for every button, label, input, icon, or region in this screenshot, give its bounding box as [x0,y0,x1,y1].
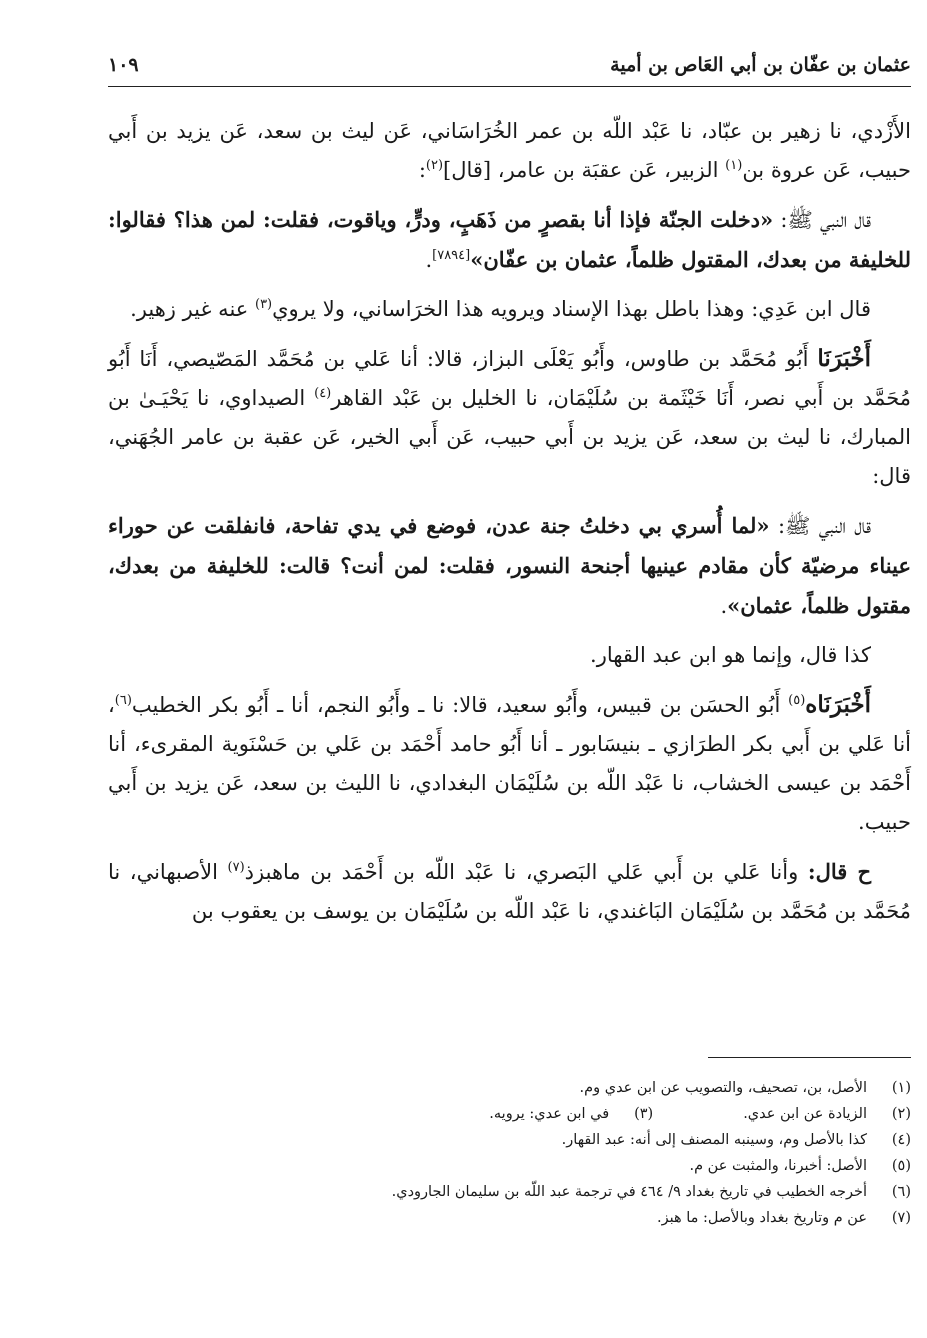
footnote-text: الأصل، بن، تصحيف، والتصويب عن ابن عدي وم. [579,1080,867,1096]
hadith-intro: قال النبي ﷺ: [769,514,872,538]
text: . [425,248,433,272]
footnote-text: في ابن عدي: يرويه. [489,1106,610,1122]
footnote-number: (١) [891,1080,911,1096]
footnote-number: (٤) [891,1132,911,1148]
paragraph-6 [108,636,911,675]
paragraph-1 [108,112,911,190]
lead-word: أَخْبَرَنَا [817,345,871,372]
text: عنه غير زهير. [130,297,255,321]
lead-word: أَخْبَرَنَاه [805,691,871,718]
hadith-intro: قال النبي ﷺ: [773,208,872,232]
footnote-text: الزيادة عن ابن عدي. [743,1106,867,1122]
main-text [108,112,911,941]
text: : [418,158,426,182]
footnote-ref-7[interactable]: (٧) [227,860,245,875]
paragraph-isnad-1 [108,339,911,496]
text: الأَزْدي، نا زهير بن عبّاد، نا عَبْد اللّه بن عمر الخُرَاسَاني، عَن ليث بن سعد، عَن يزيد بن أَبي حبيب، عَن عروة بن [108,119,911,182]
paragraph-3 [108,290,911,329]
footnote-text: عن م وتاريخ بغداد وبالأصل: ما هبز. [656,1210,867,1226]
footnote-number: (٦) [891,1184,911,1200]
footnote-number: (٢) [891,1106,911,1122]
footnote-1 [108,1075,911,1101]
text: وأنا عَلي بن أَبي عَلي البَصري، نا عَبْد اللّه بن أَحْمَد بن ماهبزذ [244,860,808,884]
footnote-ref-1[interactable]: (١) [725,158,743,173]
text: كذا قال، وإنما هو ابن عبد القهار. [590,643,871,667]
running-header [108,46,911,87]
footnote-text: الأصل: أخبرنا، والمثبت عن م. [689,1158,867,1174]
footnote-5 [108,1153,911,1179]
footnote-6 [108,1179,911,1205]
footnote-number: (٧) [891,1210,911,1226]
footnote-4 [108,1127,911,1153]
footnote-ref-5[interactable]: (٥) [788,693,806,708]
paragraph-isnad-3 [108,852,911,931]
footnotes [108,1075,911,1231]
lead-word: ح قال: [807,859,871,884]
text: . [720,594,728,618]
text: الصيداوي، نا يَحْيَـىٰ بن المبارك، نا ليث بن سعد، عَن يزيد بن أَبي حبيب، عَن أَبي الخير، عَن عقبة بن عامر الجُهَني، قال: [108,386,911,488]
header-title: عثمان بن عفّان بن أبي العَاص بن أمية [610,54,911,76]
footnote-separator [708,1057,911,1058]
footnote-ref-3[interactable]: (٣) [254,297,273,312]
footnote-number: (٥) [891,1158,911,1174]
text: ، أنا عَلي بن أَبي بكر الطرَازي ـ بنيسَابور ـ أنا أَبُو حامد أَحْمَد بن عَلي بن حَسْنَوية المقرىء، أنا أَحْمَد بن عيسى الخشاب، نا عَبْد اللّه بن سُلَيْمَان البغدادي، نا الليث بن سعد، عَن يزيد بن أَبي حبيب. [108,693,911,834]
footnote-2 [108,1101,911,1127]
text: الزبير، عَن عقبَة بن عامر، [قال] [443,158,726,182]
hadith-quote: «لما أُسري بي دخلتُ جنة عدن، فوضع في يدي تفاحة، فانفلقت عن حوراء عيناء مرضيّة كأن مقادم عينيها أجنحة النسور، فقلت: لمن أنت؟ قالت: للخليفة من بعدك، مقتول ظلماً، عثمان» [108,513,911,618]
page-number: ١٠٩ [108,54,139,76]
hadith-quote: «دخلت الجنّة فإذا أنا بقصرٍ من ذَهَبٍ، ودرٍّ، وياقوت، فقلت: لمن هذا؟ فقالوا: للخليفة من بعدك، المقتول ظلماً، عثمان بن عفّان» [108,207,911,272]
paragraph-hadith-1 [108,200,911,280]
text: الأصبهاني، نا مُحَمَّد بن مُحَمَّد بن سُلَيْمَان البَاغندي، نا عَبْد اللّه بن سُلَيْمَان بن يوسف بن يعقوب بن [108,860,911,923]
hadith-number: [٧٨٩٤] [432,248,471,263]
footnote-ref-4[interactable]: (٤) [314,386,332,401]
paragraph-isnad-2 [108,685,911,842]
footnote-7 [108,1205,911,1231]
footnote-number: (٣) [634,1106,654,1122]
text: قال ابن عَدِي: وهذا باطل بهذا الإسناد ويرويه هذا الخرَاساني، ولا يروي [272,297,871,321]
text: أَبُو مُحَمَّد بن طاوس، وأَبُو يَعْلَى البزاز، قالا: أنا عَلي بن مُحَمَّد المَصّيصي، أَنَا أَبُو مُحَمَّد بن أَبي نصر، أَنَا خَيْثَمة بن سُلَيْمَان، نا الخليل بن عَبْد القاهر [108,347,912,410]
footnote-ref-2[interactable]: (٢) [425,158,444,173]
footnote-text: أخرجه الخطيب في تاريخ بغداد ٩/ ٤٦٤ في ترجمة عبد اللّه بن سليمان الجارودي. [391,1184,867,1200]
paragraph-hadith-2 [108,506,911,626]
text: أَبُو الحسَن بن قبيس، وأَبُو سعيد، قالا: نا ـ وأَبُو النجم، أنا ـ أَبُو بكر الخطيب [131,693,789,717]
footnote-ref-6[interactable]: (٦) [114,693,132,708]
footnote-text: كذا بالأصل وم، وسينبه المصنف إلى أنه: عبد القهار. [561,1132,867,1148]
